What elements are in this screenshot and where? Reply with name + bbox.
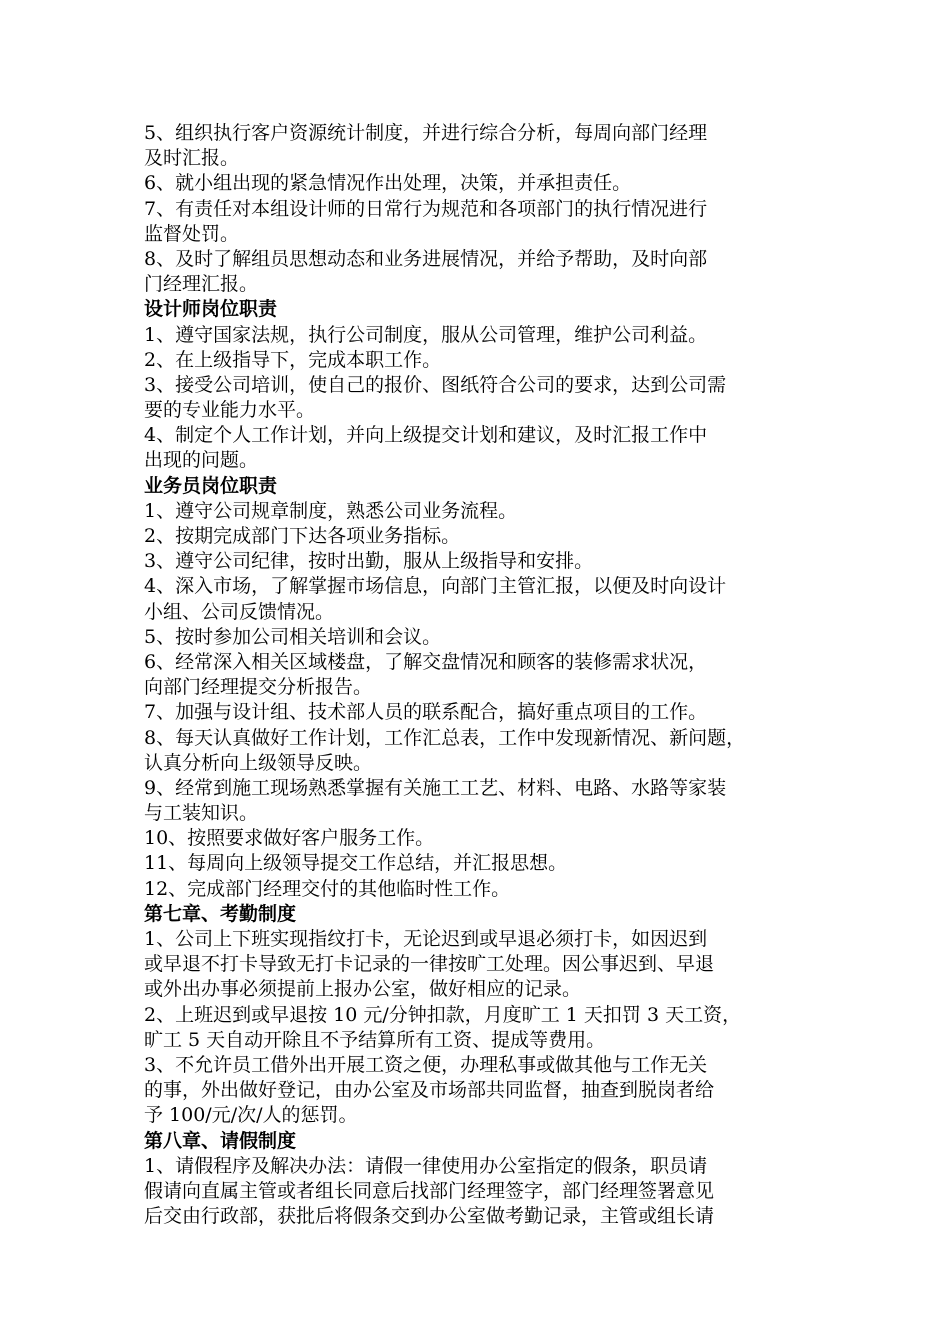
text-line: 旷工 5 天自动开除且不予结算所有工资、提成等费用。 [144,1028,606,1051]
text-line: 8、每天认真做好工作计划，工作汇总表，工作中发现新情况、新问题， [144,726,746,749]
text-line: 5、按时参加公司相关培训和会议。 [144,625,442,648]
text-line: 2、上班迟到或早退按 10 元/分钟扣款，月度旷工 1 天扣罚 3 天工资， [144,1003,742,1026]
text-line: 6、经常深入相关区域楼盘，了解交盘情况和顾客的装修需求状况， [144,650,708,673]
text-line: 4、深入市场，了解掌握市场信息，向部门主管汇报，以便及时向设计 [144,575,727,598]
section-heading: 第八章、请假制度 [144,1129,297,1152]
section-heading: 业务员岗位职责 [144,474,278,497]
text-line: 2、按期完成部门下达各项业务指标。 [144,525,461,547]
text-line: 假请向直属主管或者组长同意后找部门经理签字，部门经理签署意见 [144,1179,715,1202]
text-line: 的事，外出做好登记，由办公室及市场部共同监督，抽查到脱岗者给 [144,1079,715,1102]
text-line: 出现的问题。 [144,449,259,472]
document-body [144,121,824,1229]
text-line: 2、在上级指导下，完成本职工作。 [144,348,442,371]
text-line: 后交由行政部，获批后将假条交到办公室做考勤记录，主管或组长请 [144,1205,715,1228]
text-line: 予 100/元/次/人的惩罚。 [144,1104,358,1127]
text-line: 5、组织执行客户资源统计制度，并进行综合分析，每周向部门经理 [144,122,708,144]
text-line: 认真分析向上级领导反映。 [144,751,373,774]
text-line: 4、制定个人工作计划，并向上级提交计划和建议，及时汇报工作中 [144,424,708,447]
text-line: 11、每周向上级领导提交工作总结，并汇报思想。 [144,852,568,875]
text-line: 1、遵守国家法规，执行公司制度，服从公司管理，维护公司利益。 [144,323,708,346]
text-line: 6、就小组出现的紧急情况作出处理，决策，并承担责任。 [144,172,632,195]
text-line: 7、有责任对本组设计师的日常行为规范和各项部门的执行情况进行 [144,197,708,220]
text-line: 7、加强与设计组、技术部人员的联系配合，搞好重点项目的工作。 [144,701,708,724]
text-line: 10、按照要求做好客户服务工作。 [144,827,435,850]
text-line: 或早退不打卡导致无打卡记录的一律按旷工处理。因公事迟到、早退 [144,953,715,976]
text-line: 与工装知识。 [144,802,259,825]
text-line: 小组、公司反馈情况。 [144,600,335,623]
section-heading: 设计师岗位职责 [144,298,278,321]
text-line: 向部门经理提交分析报告。 [144,676,373,699]
text-line: 8、及时了解组员思想动态和业务进展情况，并给予帮助，及时向部 [144,247,708,270]
text-line: 1、遵守公司规章制度，熟悉公司业务流程。 [144,499,518,522]
text-line: 1、请假程序及解决办法：请假一律使用办公室指定的假条，职员请 [144,1154,708,1177]
text-line: 要的专业能力水平。 [144,399,316,422]
section-heading: 第七章、考勤制度 [144,902,297,925]
text-line: 3、接受公司培训，使自己的报价、图纸符合公司的要求，达到公司需 [144,373,727,396]
text-line: 3、遵守公司纪律，按时出勤，服从上级指导和安排。 [144,550,594,573]
text-line: 门经理汇报。 [144,273,259,296]
text-line: 3、不允许员工借外出开展工资之便，办理私事或做其他与工作无关 [144,1053,708,1076]
text-line: 9、经常到施工现场熟悉掌握有关施工工艺、材料、电路、水路等家装 [144,776,727,799]
text-line: 或外出办事必须提前上报办公室，做好相应的记录。 [144,978,582,1001]
text-line: 及时汇报。 [144,147,240,170]
text-line: 监督处罚。 [144,222,240,245]
text-line: 1、公司上下班实现指纹打卡，无论迟到或早退必须打卡，如因迟到 [144,928,708,950]
text-line: 12、完成部门经理交付的其他临时性工作。 [144,877,511,900]
